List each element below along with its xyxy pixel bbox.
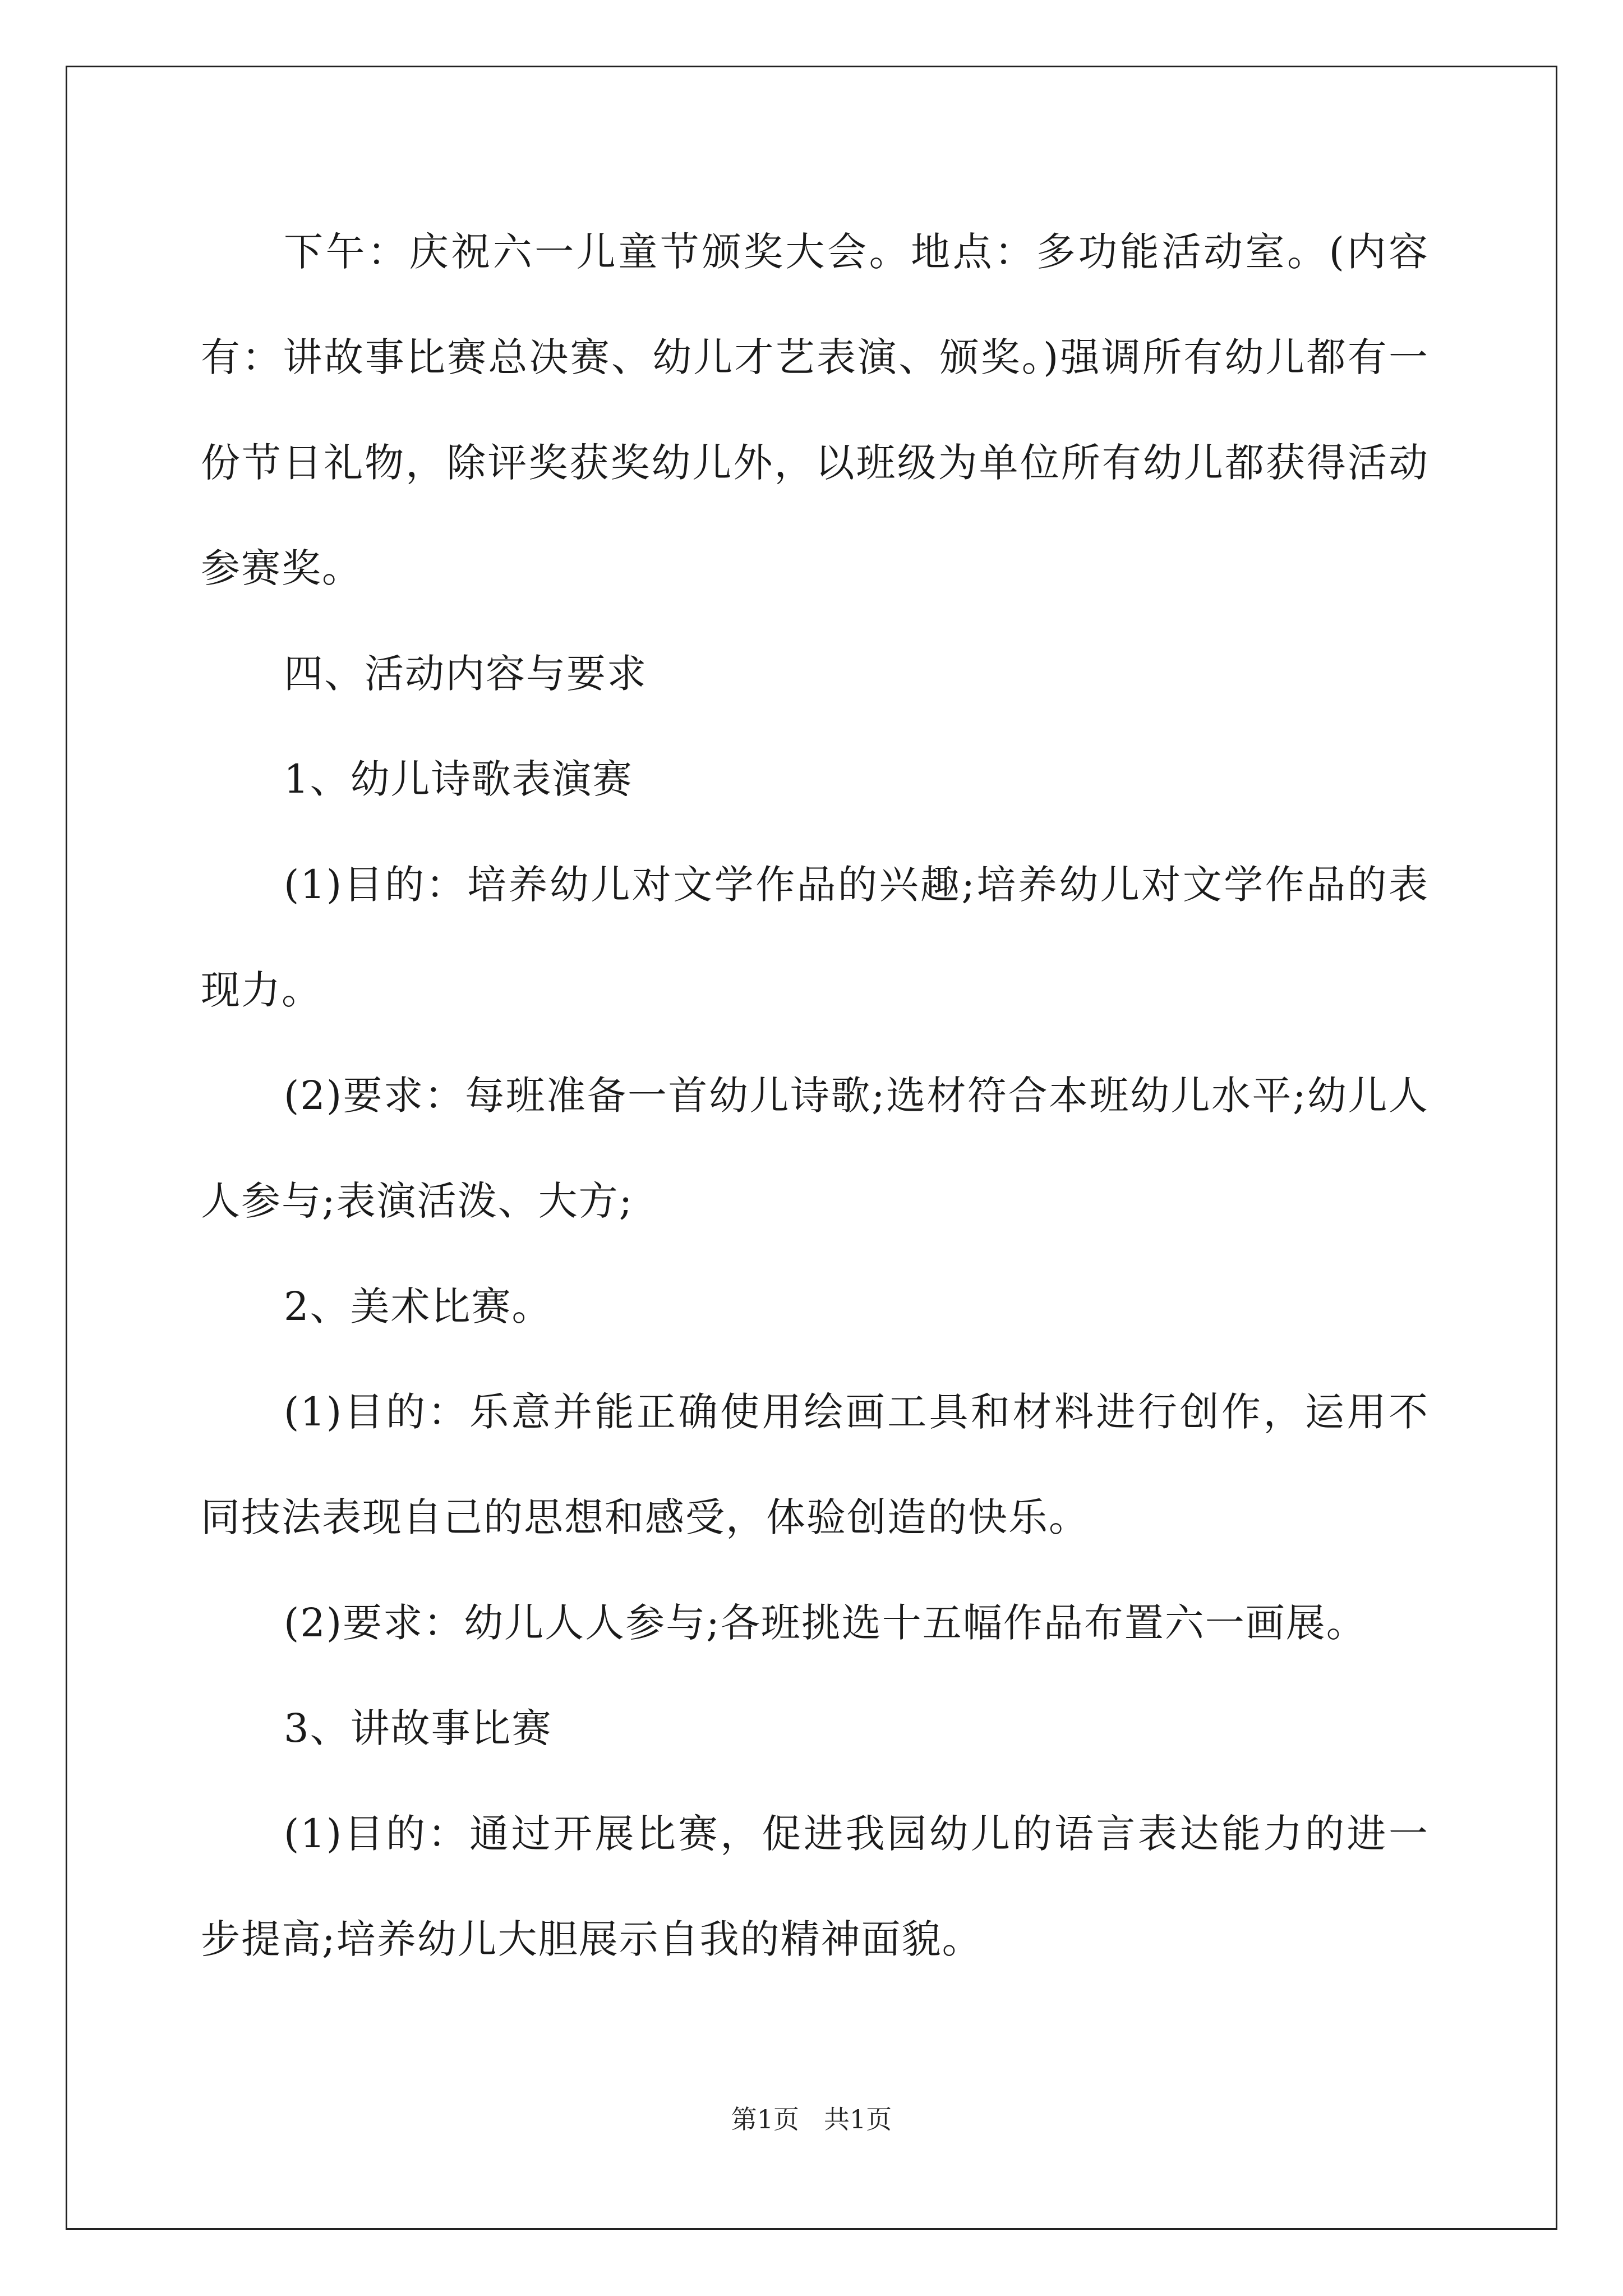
document-body: [201, 199, 1429, 1992]
page-number-current: 第1页: [731, 2104, 800, 2134]
storytelling-purpose: (1)目的：通过开展比赛，促进我园幼儿的语言表达能力的进一步提高;培养幼儿大胆展示自我的精神面貌。: [201, 1811, 1429, 1962]
section-heading-activities: 四、活动内容与要求: [284, 651, 647, 697]
poetry-requirements: (2)要求：每班准备一首幼儿诗歌;选材符合本班幼儿水平;幼儿人人参与;表演活泼、大方;: [201, 1073, 1429, 1224]
footer-spacer: [799, 2104, 824, 2134]
poetry-purpose: (1)目的：培养幼儿对文学作品的兴趣;培养幼儿对文学作品的表现力。: [201, 862, 1429, 1013]
art-purpose: (1)目的：乐意并能正确使用绘画工具和材料进行创作，运用不同技法表现自己的思想和感受，体验创造的快乐。: [201, 1389, 1429, 1540]
item-heading-art: 2、美术比赛。: [284, 1283, 552, 1329]
item-heading-storytelling: 3、讲故事比赛: [284, 1705, 552, 1751]
page-footer: [0, 2102, 1623, 2136]
art-requirements: (2)要求：幼儿人人参与;各班挑选十五幅作品布置六一画展。: [284, 1600, 1367, 1646]
item-heading-poetry: 1、幼儿诗歌表演赛: [284, 756, 633, 802]
paragraph-award-ceremony: 下午：庆祝六一儿童节颁奖大会。地点：多功能活动室。(内容有：讲故事比赛总决赛、幼儿才艺表演、颁奖。)强调所有幼儿都有一份节日礼物，除评奖获奖幼儿外，以班级为单位所有幼儿都获得活动参赛奖。: [201, 229, 1429, 591]
page-number-total: 共1页: [823, 2104, 892, 2134]
